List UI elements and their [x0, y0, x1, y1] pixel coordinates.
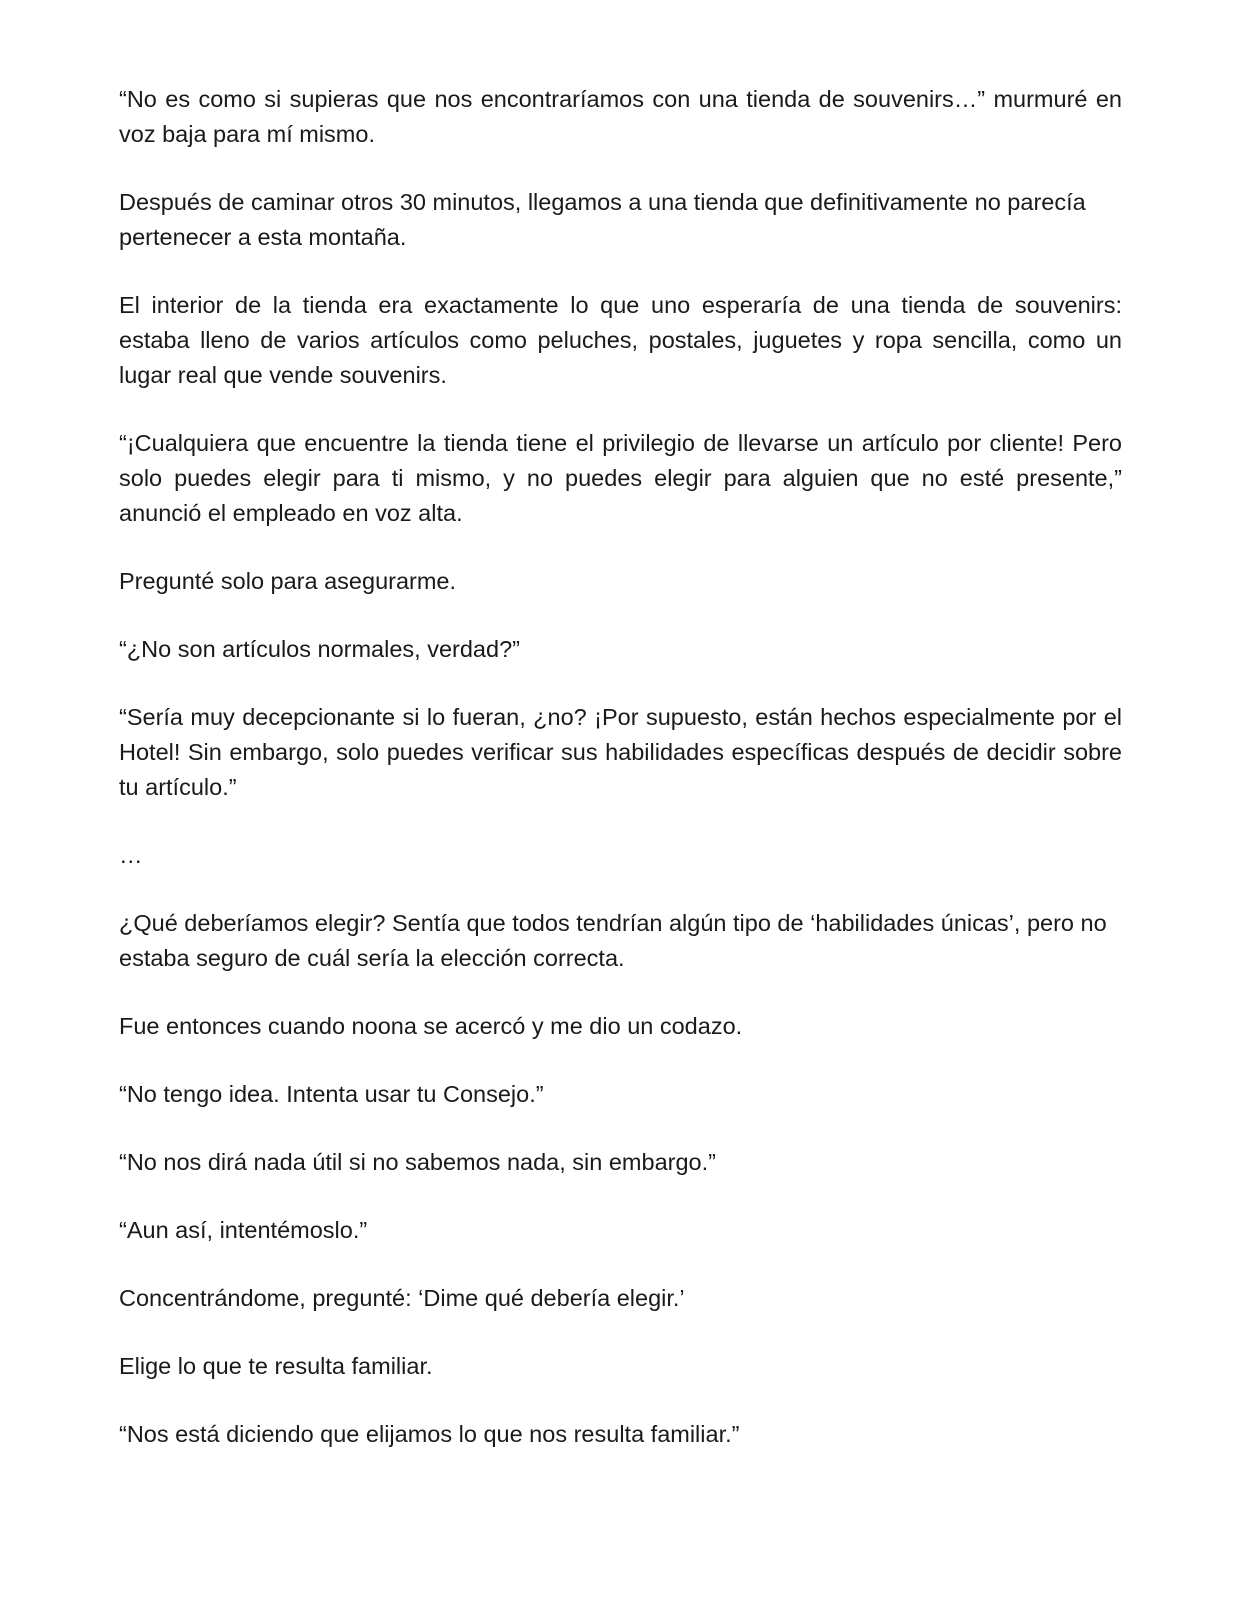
paragraph: Elige lo que te resulta familiar.: [119, 1353, 433, 1379]
paragraph: Después de caminar otros 30 minutos, llegamos a una tienda que definitivamente no parecía pertenecer a esta montaña.: [119, 189, 1086, 250]
paragraph: “Sería muy decepcionante si lo fueran, ¿no? ¡Por supuesto, están hechos especialmente por el Hotel! Sin embargo, solo puedes verificar sus habilidades específicas después de decidir sobre tu artículo.”: [119, 704, 1122, 800]
paragraph: Pregunté solo para asegurarme.: [119, 568, 457, 594]
paragraph: “Aun así, intentémoslo.”: [119, 1217, 368, 1243]
text-body: [119, 82, 1122, 1485]
paragraph: “No tengo idea. Intenta usar tu Consejo.”: [119, 1081, 544, 1107]
paragraph: “No nos dirá nada útil si no sabemos nada, sin embargo.”: [119, 1149, 716, 1175]
paragraph: “Nos está diciendo que elijamos lo que nos resulta familiar.”: [119, 1421, 740, 1447]
paragraph: “¡Cualquiera que encuentre la tienda tiene el privilegio de llevarse un artículo por cliente! Pero solo puedes elegir para ti mismo, y no puedes elegir para alguien que no esté presente,” anunció el empleado en voz alta.: [119, 430, 1122, 526]
paragraph: El interior de la tienda era exactamente lo que uno esperaría de una tienda de souvenirs: estaba lleno de varios artículos como peluches, postales, juguetes y ropa sencilla, como un lugar real que vende souvenirs.: [119, 292, 1122, 388]
paragraph: Concentrándome, pregunté: ‘Dime qué debería elegir.’: [119, 1285, 685, 1311]
paragraph: Fue entonces cuando noona se acercó y me dio un codazo.: [119, 1013, 743, 1039]
paragraph: “¿No son artículos normales, verdad?”: [119, 636, 520, 662]
paragraph: ¿Qué deberíamos elegir? Sentía que todos tendrían algún tipo de ‘habilidades únicas’, pero no estaba seguro de cuál sería la elección correcta.: [119, 910, 1107, 971]
ellipsis-separator: …: [119, 842, 143, 868]
paragraph: “No es como si supieras que nos encontraríamos con una tienda de souvenirs…” murmuré en voz baja para mí mismo.: [119, 86, 1122, 147]
